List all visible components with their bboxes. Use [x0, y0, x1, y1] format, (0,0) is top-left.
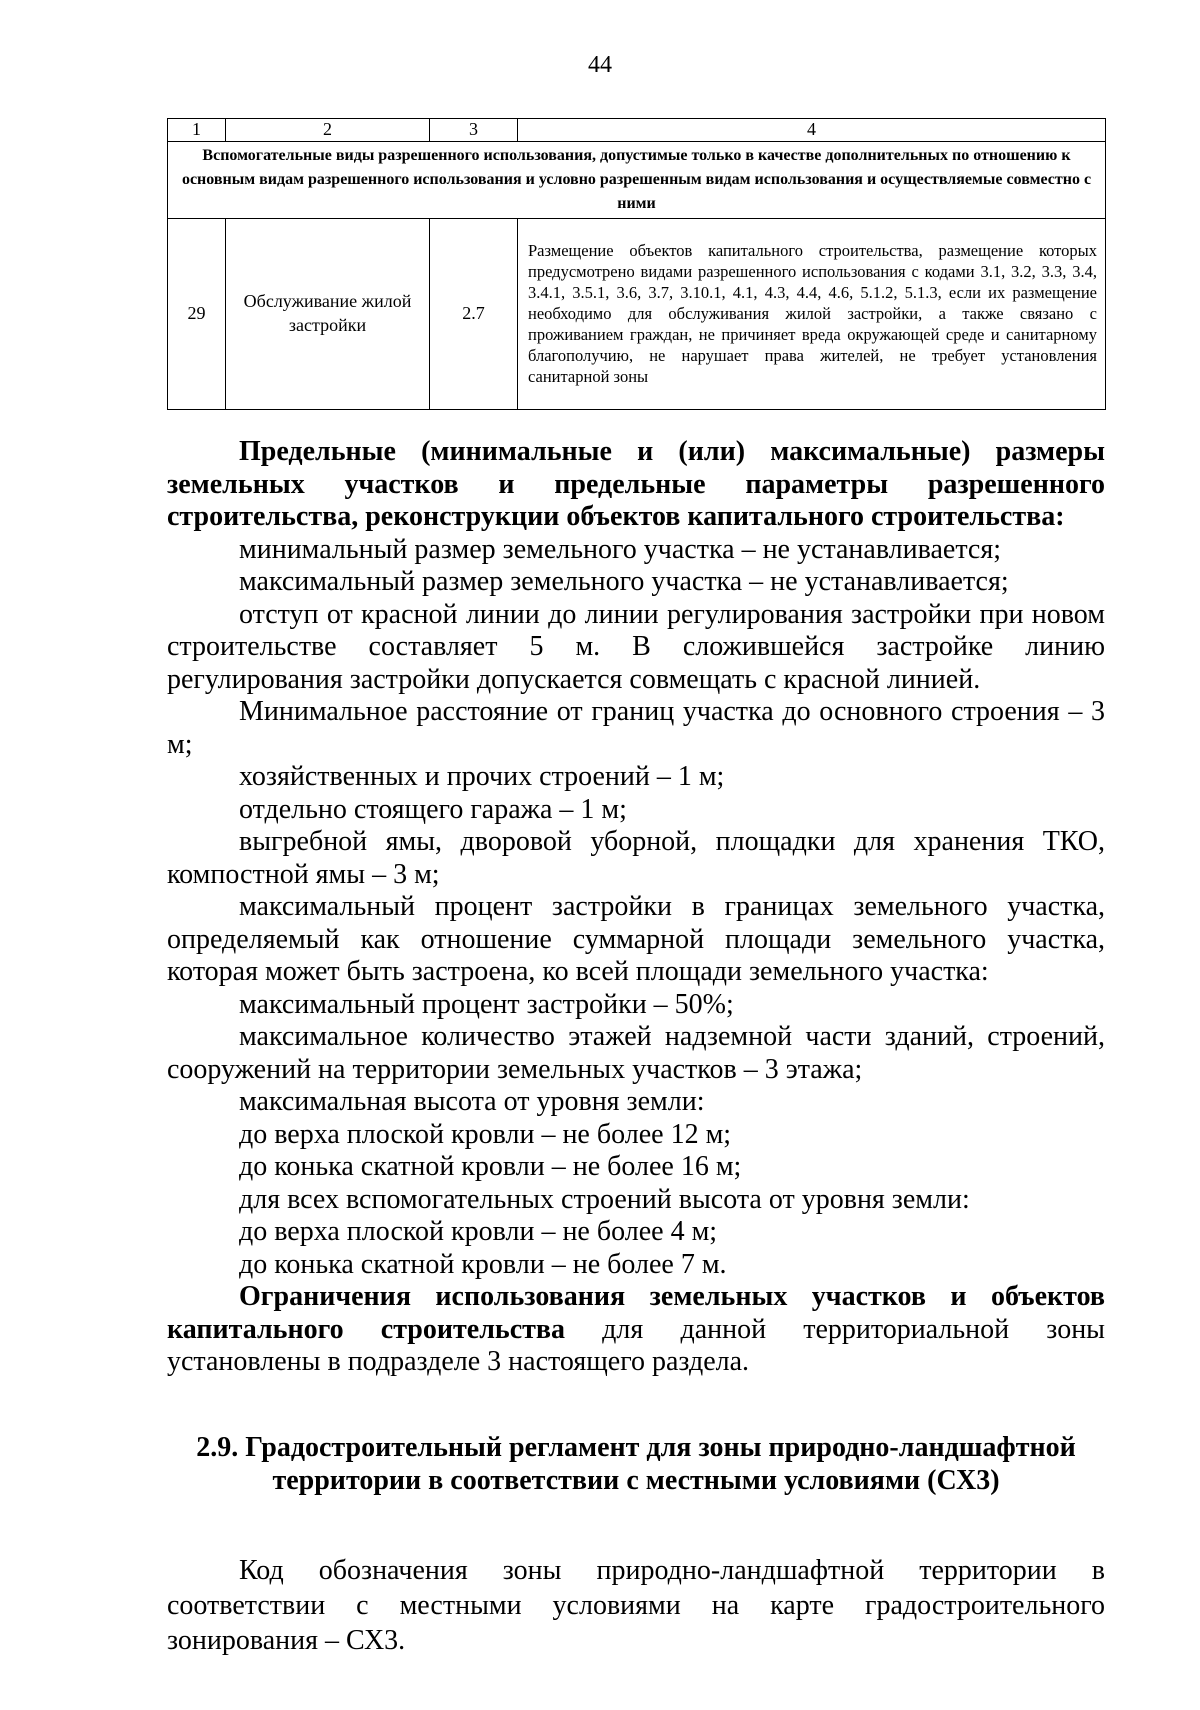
limits-paragraph: отдельно стоящего гаража – 1 м;: [239, 793, 627, 825]
row-number: 29: [168, 218, 226, 409]
section-heading-line: территории в соответствии с местными условиями (СХ3): [272, 1465, 1000, 1496]
section-heading: [167, 1431, 1105, 1497]
limits-paragraph: выгребной ямы, дворовой уборной, площадки для хранения ТКО, компостной ямы – 3 м;: [167, 826, 1105, 890]
zone-code-paragraph: Код обозначения зоны природно-ландшафтной территории в соответствии с местными условиями на карте градостроительного зонирования – СХ3.: [167, 1555, 1105, 1656]
table-row: [168, 218, 1106, 409]
section-heading-line: 2.9. Градостроительный регламент для зоны природно-ландшафтной: [196, 1432, 1076, 1463]
table-header-row: [168, 119, 1106, 142]
column-header: 3: [430, 119, 518, 142]
limits-heading: Предельные (минимальные и (или) максимальные) размеры земельных участков и предельные параметры разрешенного строительства, реконструкции объектов капитального строительства:: [167, 436, 1105, 532]
limits-paragraph: минимальный размер земельного участка – не устанавливается;: [239, 533, 1002, 565]
page-number: 44: [588, 52, 612, 78]
column-header: 4: [518, 119, 1106, 142]
limits-paragraph: максимальный процент застройки в границах земельного участка, определяемый как отношение суммарной площади земельного участка, которая может быть застроена, ко всей площади земельного участка:: [167, 891, 1105, 987]
regulations-table: [167, 118, 1106, 410]
row-description: Размещение объектов капитального строительства, размещение которых предусмотрено видами разрешенного использования с кодами 3.1, 3.2, 3.3, 3.4, 3.4.1, 3.5.1, 3.6, 3.7, 3.10.1, 4.1, 4.3, 4.4, 4.6, 5.1.2, 5.1.3, если их размещение необходимо для обслуживания жилой застройки, а также связано с проживанием граждан, не причиняет вреда окружающей среде и санитарному благополучию, не нарушает права жителей, не требует установления санитарной зоны: [518, 218, 1106, 409]
limits-paragraph: хозяйственных и прочих строений – 1 м;: [239, 761, 725, 792]
limits-paragraph: максимальная высота от уровня земли:: [239, 1086, 705, 1117]
limits-paragraph: для всех вспомогательных строений высота от уровня земли:: [239, 1183, 970, 1215]
restrictions-rest: для данной территориальной зоны установлены в подразделе 3 настоящего раздела.: [167, 1313, 1105, 1377]
restrictions-paragraph: [167, 1281, 1105, 1379]
limits-paragraph: до верха плоской кровли – не более 12 м;: [239, 1118, 732, 1150]
group-title: Вспомогательные виды разрешенного использования, допустимые только в качестве дополнительных по отношению к основным видам разрешенного использования и условно разрешенным видам использования и осуществляемые совместно с ними: [168, 141, 1106, 218]
row-code: 2.7: [430, 218, 518, 409]
limits-paragraph: Минимальное расстояние от границ участка до основного строения – 3 м;: [167, 696, 1105, 760]
restrictions-bold: Ограничения использования земельных участков и объектов капитального строительства: [167, 1281, 1105, 1345]
table-group-row: [168, 141, 1106, 218]
column-header: 2: [226, 119, 430, 142]
limits-paragraph: максимальный процент застройки – 50%;: [239, 988, 734, 1020]
limits-paragraph: максимальное количество этажей надземной части зданий, строений, сооружений на территории земельных участков – 3 этажа;: [167, 1021, 1105, 1085]
row-name: Обслуживание жилой застройки: [226, 218, 430, 409]
limits-paragraph: до конька скатной кровли – не более 16 м;: [239, 1151, 742, 1182]
zone-code-section: [167, 1553, 1105, 1658]
limits-section: [167, 436, 1105, 1379]
column-header: 1: [168, 119, 226, 142]
limits-paragraph: до конька скатной кровли – не более 7 м.: [239, 1248, 727, 1280]
limits-paragraph: максимальный размер земельного участка – не устанавливается;: [239, 566, 1009, 597]
limits-paragraph: отступ от красной линии до линии регулирования застройки при новом строительстве составляет 5 м. В сложившейся застройке линию регулирования застройки допускается совмещать с красной линией.: [167, 598, 1105, 695]
limits-paragraph: до верха плоской кровли – не более 4 м;: [239, 1216, 718, 1247]
